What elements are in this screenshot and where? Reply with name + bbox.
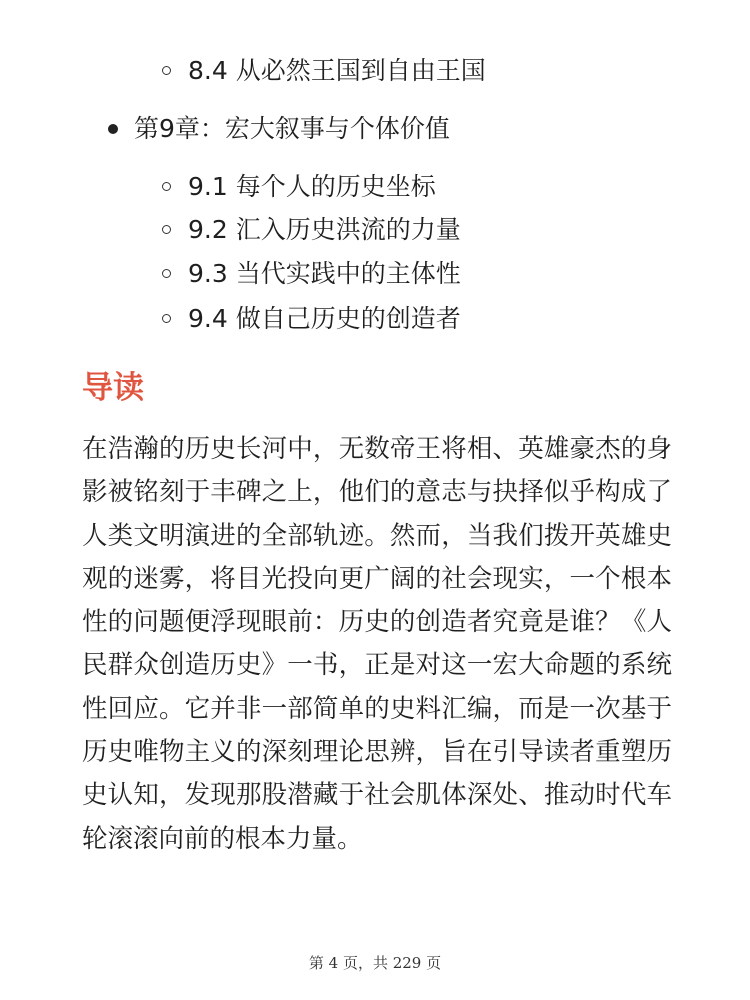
section-heading: 导读 (82, 370, 144, 406)
toc-item-label: 8.4 从必然王国到自由王国 (188, 56, 486, 85)
page-number: 第 4 页，共 229 页 (308, 954, 442, 972)
toc-item-9-4[interactable] (188, 301, 461, 337)
hollow-bullet-icon (162, 225, 171, 234)
intro-paragraph: 在浩瀚的历史长河中，无数帝王将相、英雄豪杰的身影被铭刻于丰碑之上，他们的意志与抉择似乎构成了人类文明演进的全部轨迹。然而，当我们拨开英雄史观的迷雾，将目光投向更广阔的社会现实，一个根本性的问题便浮现眼前：历史的创造者究竟是谁？《人民群众创造历史》一书，正是对这一宏大命题的系统性回应。它并非一部简单的史料汇编，而是一次基于历史唯物主义的深刻理论思辨，旨在引导读者重塑历史认知，发现那股潜藏于社会肌体深处、推动时代车轮滚滚向前的根本力量。 (82, 434, 672, 854)
toc-chapter-9[interactable] (134, 111, 450, 147)
hollow-bullet-icon (162, 314, 171, 323)
toc-item-label: 9.4 做自己历史的创造者 (188, 304, 461, 333)
toc-item-label: 第9章：宏大叙事与个体价值 (134, 114, 450, 143)
toc-item-label: 9.2 汇入历史洪流的力量 (188, 215, 461, 244)
toc-item-8-4[interactable] (188, 53, 486, 89)
solid-bullet-icon (108, 124, 118, 134)
hollow-bullet-icon (162, 182, 171, 191)
hollow-bullet-icon (162, 269, 171, 278)
toc-item-label: 9.3 当代实践中的主体性 (188, 259, 461, 288)
hollow-bullet-icon (162, 66, 171, 75)
toc-item-label: 9.1 每个人的历史坐标 (188, 172, 436, 201)
toc-item-9-1[interactable] (188, 169, 436, 205)
toc-item-9-3[interactable] (188, 256, 461, 292)
toc-item-9-2[interactable] (188, 212, 461, 248)
